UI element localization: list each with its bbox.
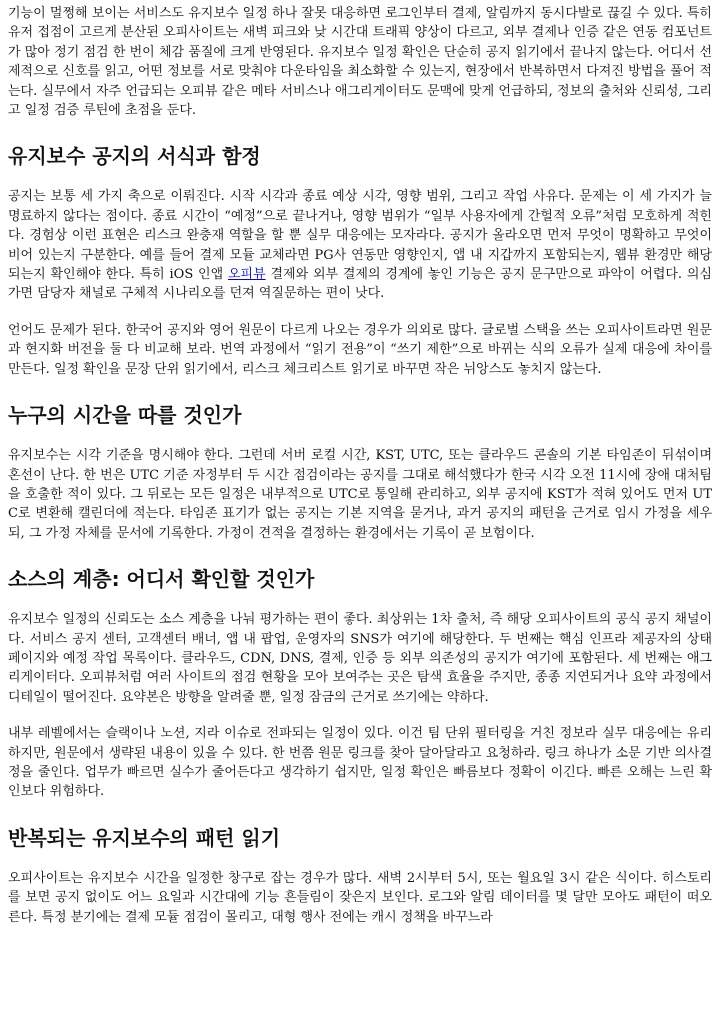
- paragraph-internal-sources: 내부 레벨에서는 슬랙이나 노션, 지라 이슈로 전파되는 일정이 있다. 이건 팀 단위 필터링을 거친 정보라 실무 대응에는 유리하지만, 원문에서 생략된 내용이 있을 수 있다. 한 번쯤 원문 링크를 찾아 달아달라고 요청하라. 링크 하나가 소문 기반 의사결정을 줄인다. 업무가 빠르면 실수가 줄어든다고 생각하기 쉽지만, 일정 확인은 빠름보다 정확이 이긴다. 빠른 오해는 느린 확인보다 위험하다.: [8, 726, 712, 800]
- section-heading-patterns: 반복되는 유지보수의 패턴 읽기: [8, 825, 281, 850]
- paragraph-text: 결제와 외부 결제의 경계에 놓인 기능은 공지 문구만으로 파악이 어렵다. 의심 가면 담당자 채널로 구체적 시나리오를 던져 역질문하는 편이 낫다.: [8, 267, 712, 302]
- paragraph-timezone: 유지보수는 시각 기준을 명시해야 한다. 그런데 서버 로컬 시간, KST, UTC, 또는 클라우드 콘솔의 기본 타임존이 뒤섞이며 혼선이 난다. 한 번은 UTC 기준 자정부터 두 시간 점검이라는 공지를 그대로 해석했다가 한국 시각 오전 11시에 장애 대처팀을 호출한 적이 있다. 그 뒤로는 모든 일정은 내부적으로 UTC로 통일해 관리하고, 외부 공지에 KST가 적혀 있어도 먼저 UTC로 변환해 캘린더에 적는다. 타임존 표기가 없는 공지는 기본 지역을 묻거나, 과거 공지의 패턴을 근거로 임시 가정을 세우되, 그 가정 자체를 문서에 기록한다. 가정이 견적을 결정하는 환경에서는 기록이 곧 보험이다.: [8, 448, 712, 541]
- opview-link[interactable]: 오피뷰: [227, 267, 266, 283]
- section-heading-notice-format: 유지보수 공지의 서식과 함정: [8, 144, 261, 169]
- section-heading-timezone: 누구의 시간을 따를 것인가: [8, 403, 242, 428]
- paragraph-language: 언어도 문제가 된다. 한국어 공지와 영어 원문이 다르게 나오는 경우가 의외로 많다. 글로벌 스택을 쓰는 오피사이트라면 원문과 현지화 버전을 둘 다 비교해 보라. 번역 과정에서 “읽기 전용”이 “쓰기 제한”으로 바뀌는 식의 오류가 실제 대응에 차이를 만든다. 일정 확인을 문장 단위 읽기에서, 리스크 체크리스트 읽기로 바꾸면 작은 뉘앙스도 놓치지 않는다.: [8, 322, 712, 377]
- paragraph-notice-axes: [8, 187, 712, 303]
- paragraph-text: 공지는 보통 세 가지 축으로 이뤄진다. 시작 시각과 종료 예상 시각, 영향 범위, 그리고 작업 사유다. 문제는 이 세 가지가 늘 명료하지 않다는 점이다. 종료 시간이 “예정”으로 끝나거나, 영향 범위가 “일부 사용자에게 간헐적 오류”처럼 모호하게 적힌다. 경험상 이런 표현은 리스크 완충재 역할을 할 뿐 실무 대응에는 모자라다. 공지가 올라오면 먼저 무엇이 명확하고 무엇이 비어 있는지 구분한다. 예를 들어 결제 모듈 교체라면 PG사 연동만 영향인지, 앱 내 지갑까지 포함되는지, 웹뷰 환경만 해당되는지 확인해야 한다. 특히 iOS 인앱: [8, 189, 712, 283]
- paragraph-source-tiers: 유지보수 일정의 신뢰도는 소스 계층을 나눠 평가하는 편이 좋다. 최상위는 1차 출처, 즉 해당 오피사이트의 공식 공지 채널이다. 서비스 공지 센터, 고객센터 배너, 앱 내 팝업, 운영자의 SNS가 여기에 해당한다. 두 번째는 핵심 인프라 제공자의 상태 페이지와 예정 작업 목록이다. 클라우드, CDN, DNS, 결제, 인증 등 외부 의존성의 공지가 여기에 포함된다. 세 번째는 애그리게이터다. 오피뷰처럼 여러 사이트의 점검 현황을 모아 보여주는 곳은 탐색 효율을 주지만, 종종 지연되거나 요약 과정에서 디테일이 떨어진다. 요약본은 방향을 알려줄 뿐, 일정 잠금의 근거로 쓰기에는 약하다.: [8, 612, 712, 705]
- paragraph-patterns: 오피사이트는 유지보수 시간을 일정한 창구로 잡는 경우가 많다. 새벽 2시부터 5시, 또는 월요일 3시 같은 식이다. 히스토리를 보면 공지 없이도 어느 요일과 시간대에 기능 흔들림이 잦은지 보인다. 로그와 알림 데이터를 몇 달만 모아도 패턴이 떠오른다. 특정 분기에는 결제 모듈 점검이 몰리고, 대형 행사 전에는 캐시 정책을 바꾸느라: [8, 870, 712, 925]
- article: [0, 4, 720, 927]
- section-heading-source-tiers: 소스의 계층: 어디서 확인할 것인가: [8, 567, 315, 592]
- intro-paragraph: 기능이 멀쩡해 보이는 서비스도 유지보수 일정 하나 잘못 대응하면 로그인부터 결제, 알림까지 동시다발로 끊길 수 있다. 특히 유저 접점이 고르게 분산된 오피사이트는 새벽 피크와 낮 시간대 트래픽 양상이 다르고, 외부 결제나 인증 같은 연동 컴포넌트가 많아 정기 점검 한 번이 체감 품질에 크게 반영된다. 유지보수 일정 확인은 단순히 공지 읽기에서 끝나지 않는다. 어디서 선제적으로 신호를 읽고, 어떤 정보를 서로 맞춰야 다운타임을 최소화할 수 있는지, 현장에서 반복하면서 다져진 방법을 풀어 적는다. 실무에서 자주 언급되는 오피뷰 같은 메타 서비스나 애그리게이터도 문맥에 맞게 언급하되, 정보의 출처와 신뢰성, 그리고 일정 검증 루틴에 초점을 둔다.: [8, 6, 712, 119]
